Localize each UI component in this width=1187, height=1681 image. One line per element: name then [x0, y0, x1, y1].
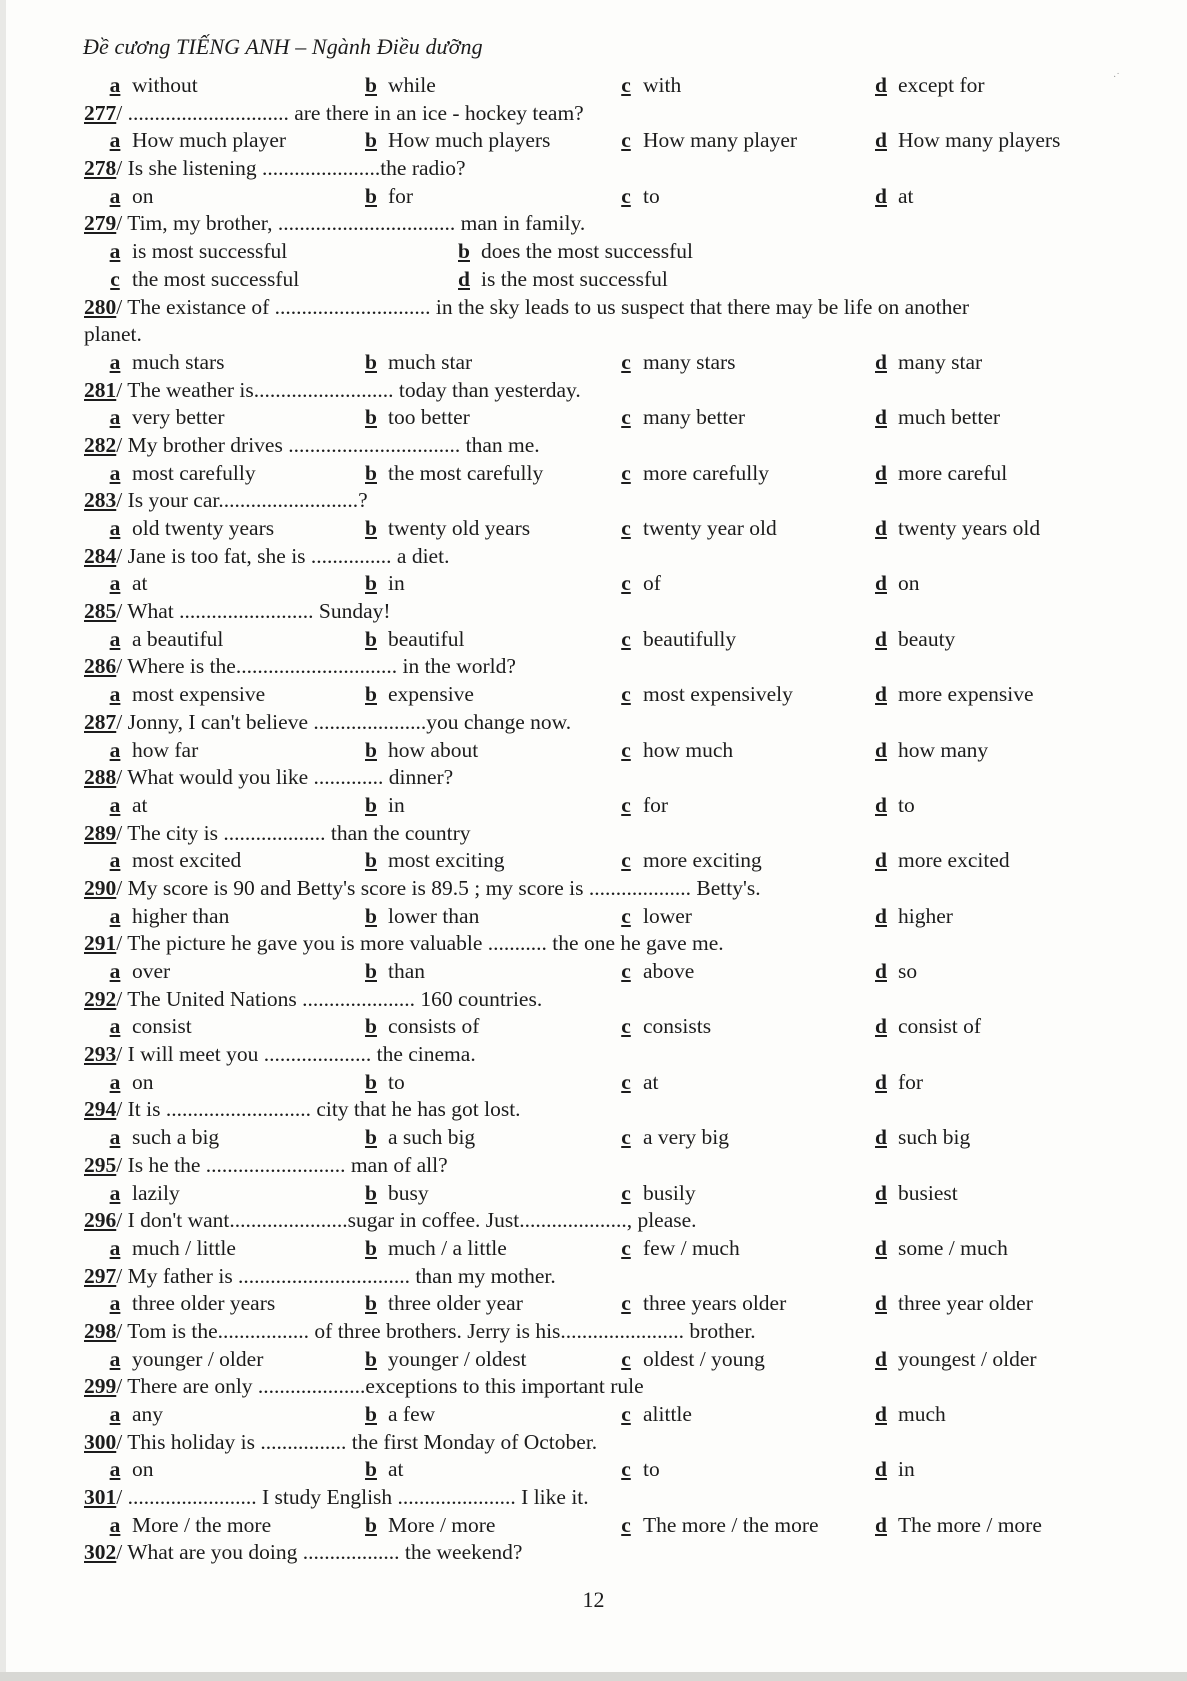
option-a: a very better: [109, 405, 225, 430]
option-c: c The more / the more: [621, 1512, 819, 1537]
option-d: d so: [875, 959, 918, 983]
question-row: [84, 1429, 1144, 1457]
option-b: b beautiful: [365, 626, 465, 651]
option-c: c with: [621, 73, 682, 97]
option-row: [84, 183, 1144, 211]
question-stem: / What are you doing .................. the weekend?: [116, 1540, 523, 1565]
option-a: a More / the more: [109, 1512, 272, 1537]
question-number: 296: [84, 1208, 117, 1233]
question-text: [84, 155, 466, 183]
option-a: a how far: [109, 737, 199, 762]
option-row: [84, 792, 1144, 820]
option-d: d is the most successful: [458, 266, 668, 291]
option-d: d beauty: [875, 626, 956, 651]
option-row: [84, 460, 1144, 488]
option-a: a three older years: [109, 1291, 276, 1316]
option-row: [84, 1069, 1144, 1097]
option-a: a such a big: [109, 1125, 220, 1150]
option-row: [84, 1290, 1144, 1318]
question-number: 287: [84, 709, 117, 734]
option-row: [84, 404, 1144, 432]
option-row: [84, 570, 1144, 598]
option-row: [84, 1124, 1144, 1152]
option-b: b How much players: [365, 128, 551, 153]
scan-left-edge: [0, 0, 6, 1681]
option-d: d youngest / older: [875, 1346, 1037, 1371]
question-number: 286: [84, 654, 117, 679]
option-c: c busily: [621, 1180, 696, 1205]
option-a: a over: [109, 959, 171, 983]
option-c: c to: [621, 1457, 660, 1482]
question-stem: / The picture he gave you is more valuable ........... the one he gave me.: [116, 931, 724, 956]
option-a: a is most successful: [109, 239, 288, 264]
option-a: a on: [109, 1069, 154, 1094]
question-number: 295: [84, 1152, 117, 1177]
question-text: [84, 1484, 589, 1512]
question-number: 288: [84, 765, 117, 790]
option-a: a How much player: [109, 128, 287, 153]
question-stem: / There are only ....................exceptions to this important rule: [116, 1374, 644, 1399]
question-number: 282: [84, 432, 117, 457]
question-stem: / My brother drives ................................ than me.: [116, 432, 540, 457]
question-stem: / I will meet you .................... the cinema.: [116, 1042, 476, 1067]
question-continuation: [84, 321, 1144, 349]
question-number: 300: [84, 1429, 117, 1454]
option-a: a without: [109, 73, 198, 97]
option-d: d such big: [875, 1125, 971, 1150]
option-d: d busiest: [875, 1180, 958, 1205]
question-text: [84, 875, 761, 903]
option-row: [84, 349, 1144, 377]
option-row: [84, 1456, 1144, 1484]
question-stem: / Is she listening ......................the radio?: [116, 156, 466, 181]
option-c: c how much: [621, 737, 734, 762]
question-row: [84, 1539, 1144, 1567]
option-row: [84, 1401, 1144, 1429]
question-number: 292: [84, 986, 117, 1011]
option-c: c many better: [621, 405, 746, 430]
question-number: 299: [84, 1374, 117, 1399]
option-d: d how many: [875, 737, 989, 762]
question-stem: / My father is ................................ than my mother.: [116, 1263, 556, 1288]
option-c: c consists: [621, 1014, 712, 1039]
option-d: d in: [875, 1457, 915, 1482]
question-number: 279: [84, 211, 117, 236]
option-c: c the most successful: [110, 266, 300, 291]
question-row: [84, 1207, 1144, 1235]
option-b: b at: [365, 1457, 404, 1482]
question-stem: / Is he the .......................... man of all?: [116, 1152, 448, 1177]
question-number: 283: [84, 488, 117, 513]
option-b: b too better: [365, 405, 470, 430]
question-text: [84, 653, 516, 681]
option-c: c a very big: [621, 1125, 729, 1150]
question-stem: / Jane is too fat, she is ............... a diet.: [116, 543, 450, 568]
option-c: c beautifully: [621, 626, 737, 651]
continuation-text: planet.: [84, 322, 142, 347]
option-a: a most carefully: [109, 460, 256, 485]
question-row: [84, 653, 1144, 681]
option-c: c twenty year old: [621, 516, 777, 540]
question-text: [84, 1152, 448, 1180]
question-row: [84, 487, 1144, 515]
option-row: [84, 1346, 1144, 1374]
option-d: d more careful: [875, 460, 1008, 485]
option-c: c more exciting: [621, 848, 762, 873]
option-b: b lower than: [365, 903, 480, 928]
option-d: d many star: [875, 349, 983, 374]
question-row: [84, 1263, 1144, 1291]
question-text: [84, 1207, 697, 1235]
option-d: d on: [875, 571, 920, 596]
question-row: [84, 1096, 1144, 1124]
option-a: a consist: [109, 1014, 192, 1039]
question-row: [84, 432, 1144, 460]
question-row: [84, 1152, 1144, 1180]
option-b: b does the most successful: [458, 239, 693, 264]
option-row: [84, 1180, 1144, 1208]
option-c: c for: [621, 792, 669, 817]
margin-marks: ·˙: [1113, 72, 1120, 83]
option-c: c of: [621, 571, 661, 596]
question-number: 280: [84, 294, 117, 319]
option-b: b while: [365, 73, 436, 97]
option-d: d some / much: [875, 1235, 1008, 1260]
question-text: [84, 1373, 644, 1401]
option-row: [84, 681, 1144, 709]
question-text: [84, 930, 724, 958]
question-stem: / This holiday is ................ the first Monday of October.: [116, 1429, 598, 1454]
question-stem: / Tim, my brother, ................................. man in family.: [116, 211, 586, 236]
option-c: c How many player: [621, 128, 798, 153]
question-row: [84, 294, 1144, 322]
option-row: [84, 266, 1144, 294]
page-header: Đề cương TIẾNG ANH – Ngành Điều dưỡng: [83, 34, 483, 59]
question-stem: / What ......................... Sunday!: [116, 599, 391, 624]
question-stem: / The weather is.......................... today than yesterday.: [116, 377, 581, 402]
option-d: d except for: [875, 73, 985, 97]
option-a: a at: [109, 571, 148, 596]
question-number: 302: [84, 1540, 117, 1565]
question-text: [84, 1318, 756, 1346]
option-b: b twenty old years: [365, 516, 531, 540]
option-b: b consists of: [365, 1014, 480, 1039]
option-c: c most expensively: [621, 682, 793, 707]
option-c: c many stars: [621, 349, 736, 374]
question-text: [84, 1539, 522, 1567]
question-number: 298: [84, 1318, 117, 1343]
option-b: b a few: [365, 1402, 436, 1426]
question-stem: / The United Nations ..................... 160 countries.: [116, 986, 543, 1011]
option-a: a lazily: [109, 1180, 180, 1205]
option-d: d consist of: [875, 1014, 982, 1039]
question-row: [84, 210, 1144, 238]
question-text: [84, 100, 584, 128]
option-d: d more expensive: [875, 682, 1034, 707]
option-c: c to: [621, 183, 660, 208]
option-c: c above: [621, 959, 695, 983]
option-d: d three year older: [875, 1291, 1033, 1316]
option-a: a much / little: [109, 1235, 236, 1260]
option-row: [84, 1512, 1144, 1540]
question-stem: / ........................ I study English ...................... I like it.: [116, 1485, 589, 1510]
question-row: [84, 820, 1144, 848]
option-b: b busy: [365, 1180, 429, 1205]
question-stem: / My score is 90 and Betty's score is 89.5 ; my score is ................... Betty's.: [116, 875, 761, 900]
option-b: b in: [365, 571, 405, 596]
question-number: 301: [84, 1485, 117, 1510]
question-text: [84, 543, 449, 571]
question-number: 277: [84, 100, 117, 125]
question-text: [84, 1041, 476, 1069]
option-row: [84, 626, 1144, 654]
question-row: [84, 100, 1144, 128]
option-d: d to: [875, 792, 915, 817]
option-d: d twenty years old: [875, 516, 1041, 540]
question-number: 281: [84, 377, 117, 402]
option-c: c three years older: [621, 1291, 787, 1316]
option-a: a a beautiful: [109, 626, 224, 651]
question-number: 289: [84, 820, 117, 845]
option-b: b how about: [365, 737, 479, 762]
question-text: [84, 1096, 521, 1124]
option-b: b More / more: [365, 1512, 496, 1537]
option-row: [84, 72, 1144, 100]
option-row: [84, 1235, 1144, 1263]
option-b: b three older year: [365, 1291, 523, 1316]
option-b: b in: [365, 792, 405, 817]
option-a: a on: [109, 1457, 154, 1482]
option-d: d much better: [875, 405, 1001, 430]
option-a: a any: [109, 1402, 164, 1426]
question-stem: / It is ........................... city that he has got lost.: [116, 1097, 521, 1122]
question-number: 285: [84, 599, 117, 624]
question-row: [84, 1041, 1144, 1069]
option-d: d higher: [875, 903, 953, 928]
option-c: c alittle: [621, 1402, 692, 1426]
option-row: [84, 737, 1144, 765]
question-row: [84, 764, 1144, 792]
question-stem: / I don't want......................sugar in coffee. Just...................., please.: [116, 1208, 697, 1233]
question-row: [84, 875, 1144, 903]
question-stem: / The city is ................... than the country: [116, 820, 471, 845]
option-a: a old twenty years: [109, 516, 275, 540]
question-row: [84, 986, 1144, 1014]
question-text: [84, 820, 471, 848]
option-b: b most exciting: [365, 848, 505, 873]
option-c: c oldest / young: [621, 1346, 765, 1371]
question-stem: / Tom is the................. of three brothers. Jerry is his....................... brother.: [116, 1318, 756, 1343]
option-a: a younger / older: [109, 1346, 264, 1371]
question-row: [84, 709, 1144, 737]
question-number: 293: [84, 1042, 117, 1067]
option-a: a at: [109, 792, 148, 817]
question-number: 284: [84, 543, 117, 568]
question-row: [84, 1318, 1144, 1346]
question-stem: / The existance of ............................. in the sky leads to us suspect that there may be life on another: [116, 294, 970, 319]
option-c: c lower: [621, 903, 692, 928]
option-a: a most excited: [109, 848, 242, 873]
option-b: b for: [365, 183, 414, 208]
question-text: [84, 294, 969, 322]
option-row: [84, 903, 1144, 931]
option-d: d more excited: [875, 848, 1010, 873]
option-row: [84, 238, 1144, 266]
option-a: a most expensive: [109, 682, 266, 707]
option-b: b to: [365, 1069, 405, 1094]
option-row: [84, 958, 1144, 986]
question-stem: / Jonny, I can't believe .....................you change now.: [116, 709, 572, 734]
question-number: 278: [84, 156, 117, 181]
option-b: b than: [365, 959, 426, 983]
option-row: [84, 127, 1144, 155]
option-c: c at: [621, 1069, 659, 1094]
option-b: b much star: [365, 349, 473, 374]
option-d: d much: [875, 1402, 946, 1426]
option-d: d The more / more: [875, 1512, 1042, 1537]
option-d: d for: [875, 1069, 924, 1094]
question-stem: / Where is the.............................. in the world?: [116, 654, 516, 679]
question-text: [84, 986, 542, 1014]
question-row: [84, 930, 1144, 958]
question-row: [84, 155, 1144, 183]
option-a: a much stars: [109, 349, 225, 374]
option-d: d How many players: [875, 128, 1061, 153]
question-row: [84, 598, 1144, 626]
option-b: b the most carefully: [365, 460, 544, 485]
page-number: 12: [582, 1587, 605, 1612]
question-text: [84, 1263, 556, 1291]
question-text: [84, 377, 581, 405]
question-text: [84, 709, 571, 737]
question-row: [84, 377, 1144, 405]
question-number: 297: [84, 1263, 117, 1288]
question-text: [84, 487, 368, 515]
option-a: a on: [109, 183, 154, 208]
question-text: [84, 1429, 597, 1457]
question-stem: / What would you like ............. dinner?: [116, 765, 454, 790]
option-b: b younger / oldest: [365, 1346, 527, 1371]
question-stem: / Is your car..........................?: [116, 488, 368, 513]
option-row: [84, 1013, 1144, 1041]
option-b: b a such big: [365, 1125, 476, 1150]
question-number: 294: [84, 1097, 117, 1122]
question-row: [84, 543, 1144, 571]
option-b: b expensive: [365, 682, 474, 707]
option-row: [84, 847, 1144, 875]
question-list: [84, 72, 1144, 1567]
question-text: [84, 432, 540, 460]
option-c: c more carefully: [621, 460, 769, 485]
question-row: [84, 1484, 1144, 1512]
question-text: [84, 764, 453, 792]
option-c: c few / much: [621, 1235, 740, 1260]
option-row: [84, 515, 1144, 543]
question-stem: / .............................. are there in an ice - hockey team?: [116, 100, 584, 125]
option-b: b much / a little: [365, 1235, 507, 1260]
scan-bottom-edge: [0, 1672, 1187, 1681]
question-number: 291: [84, 931, 117, 956]
question-text: [84, 598, 391, 626]
question-row: [84, 1373, 1144, 1401]
option-a: a higher than: [109, 903, 230, 928]
question-number: 290: [84, 875, 117, 900]
question-text: [84, 210, 585, 238]
option-d: d at: [875, 183, 914, 208]
